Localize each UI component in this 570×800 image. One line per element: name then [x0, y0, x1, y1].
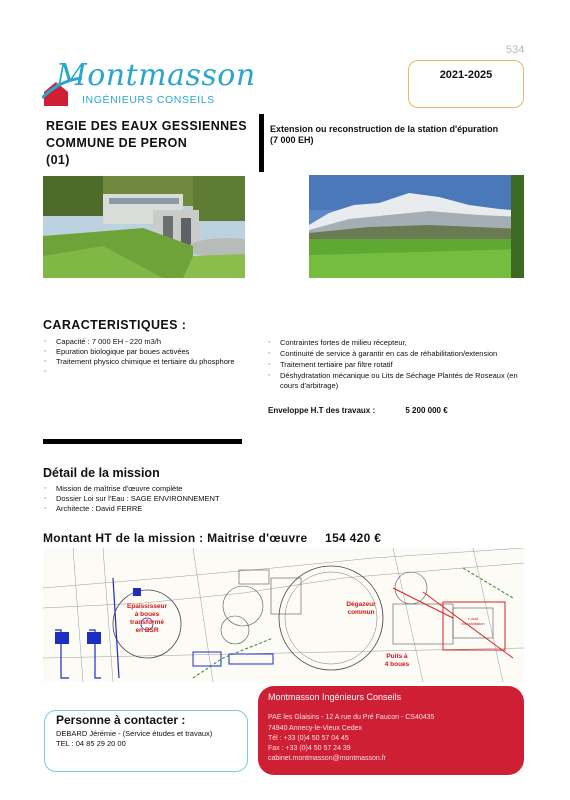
plan-label-local: d'exploitation — [461, 621, 485, 626]
plan-label-epaississeur: transformé — [130, 619, 164, 626]
period-box — [408, 60, 524, 108]
list-item: ◦ Contraintes fortes de milieu récepteur, — [268, 338, 538, 348]
characteristics-list-left — [44, 337, 254, 367]
list-item: ◦ Dossier Loi sur l'Eau : SAGE ENVIRONNEMENT — [44, 494, 344, 504]
landscape-photo — [309, 175, 524, 278]
company-fax: Fax : +33 (0)4 50 57 24 39 — [268, 745, 351, 752]
plan-label-local: Local — [468, 616, 478, 621]
list-item: ◦ Continuité de service à garantir en cas de réhabilitation/extension — [268, 349, 538, 359]
mission-list — [44, 484, 344, 514]
company-name: Montmasson Ingénieurs Conseils — [268, 692, 402, 702]
list-item: ◦ Déshydratation mécanique ou Lits de Séchage Plantés de Roseaux (en cours d'arbitrage) — [268, 371, 538, 391]
client-line-1: REGIE DES EAUX GESSIENNES — [46, 119, 248, 133]
plan-label-degazeur: commun — [347, 609, 375, 616]
client-line-3: (01) — [46, 153, 70, 167]
page-number: 534 — [506, 44, 525, 56]
mission-amount-value: 154 420 € — [325, 531, 382, 545]
contact-name: DEBARD Jérémie - (Service études et travaux) — [56, 729, 213, 738]
client-line-2: COMMUNE DE PERON — [46, 136, 188, 150]
project-line-1: Extension ou reconstruction de la station d'épuration — [270, 124, 499, 134]
budget-value: 5 200 000 € — [405, 406, 448, 415]
list-item: ◦ Mission de maîtrise d'œuvre complète — [44, 484, 344, 494]
plan-label-epaississeur: en BSR — [135, 627, 159, 634]
list-item: ◦ Capacité : 7 000 EH - 220 m3/h — [44, 337, 254, 347]
logo-name: Montmasson — [56, 58, 256, 93]
characteristics-title: CARACTERISTIQUES : — [43, 318, 187, 332]
station-photo — [43, 176, 245, 278]
period-text: 2021-2025 — [439, 69, 493, 81]
plan-label-puits: 4 boues — [384, 661, 410, 668]
plan-label-epaississeur: Epaississeur — [126, 603, 168, 610]
list-item: ◦ Traitement physico chimique et tertiaire du phosphore — [44, 357, 254, 367]
budget-line — [268, 406, 448, 415]
contact-phone: TEL : 04 85 29 20 00 — [56, 739, 126, 748]
vertical-divider — [259, 114, 264, 172]
section-divider — [43, 439, 242, 444]
budget-label: Enveloppe H.T des travaux : — [268, 406, 376, 415]
mission-amount — [43, 531, 381, 545]
logo-subtitle: INGÉNIEURS CONSEILS — [82, 94, 215, 106]
client-block — [46, 118, 247, 169]
company-address-1: PAE les Glaisins - 12 A rue du Pré Faucon - CS40435 — [268, 714, 435, 721]
project-title — [270, 124, 520, 146]
site-plan — [43, 548, 524, 682]
plan-label-puits: Puits à — [386, 653, 408, 660]
mission-amount-label: Montant HT de la mission : Maitrise d'œuvre — [43, 531, 308, 545]
characteristics-list-right — [268, 338, 538, 392]
company-logo — [26, 58, 256, 108]
plan-label-degazeur: Dégazeur — [346, 601, 376, 608]
contact-title: Personne à contacter : — [56, 713, 186, 727]
company-phone: Tél : +33 (0)4 50 57 04 45 — [268, 735, 349, 742]
project-line-2: (7 000 EH) — [270, 135, 314, 145]
company-info-box — [258, 686, 524, 775]
company-email[interactable]: cabinet.montmasson@montmasson.fr — [268, 755, 386, 762]
list-item: ◦ Epuration biologique par boues activées — [44, 347, 254, 357]
list-item: ◦ Architecte : David FERRE — [44, 504, 344, 514]
list-item: ◦ Traitement tertiaire par filtre rotatif — [268, 360, 538, 370]
company-address-2: 74940 Annecy-le-Vieux Cedex — [268, 725, 363, 732]
plan-label-epaississeur: à boues — [134, 611, 160, 618]
mission-title: Détail de la mission — [43, 466, 160, 480]
